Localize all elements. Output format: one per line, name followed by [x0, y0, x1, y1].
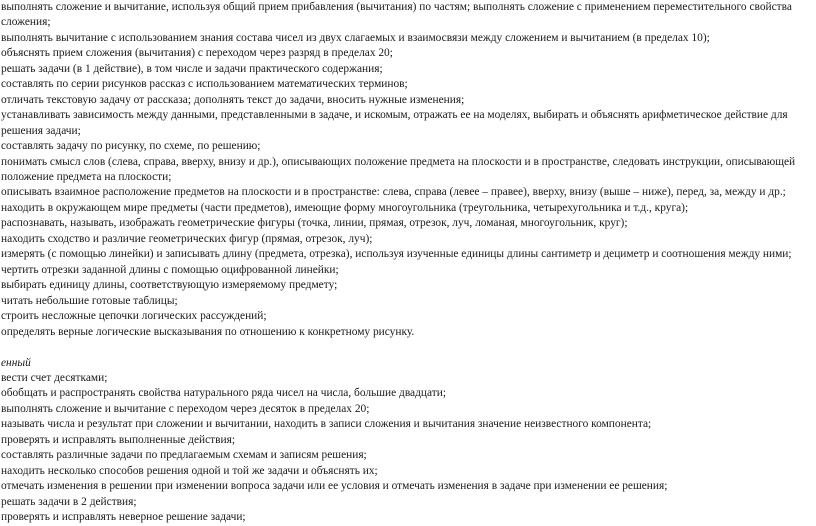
list-item: описывать взаимное расположение предметов на плоскости и в пространстве: слева, справа (левее – правее), вверху, внизу (выше – ниже), перед, за, между и др.; [1, 186, 786, 199]
list-item: понимать смысл слов (слева, справа, вверху, внизу и др.), описывающих положение предмета на плоскости и в пространстве, следовать инструкции, описывающей положение предмета на плоскости; [1, 155, 796, 183]
list-item: определять верные логические высказывания по отношению к конкретному рисунку. [1, 325, 415, 338]
list-item: читать небольшие готовые таблицы; [1, 294, 178, 307]
list-item: выполнять сложение и вычитание, используя общий прием прибавления (вычитания) по частям; выполнять сложение с применением переместительного свойства сложения; [1, 1, 792, 29]
list-item: выполнять сложение и вычитание с переходом через десяток в пределах 20; [1, 402, 370, 415]
list-item: решать задачи (в 1 действие), в том числе и задачи практического содержания; [1, 62, 383, 75]
list-item: находить несколько способов решения одной и той же задачи и объяснять их; [1, 464, 378, 477]
list-item: распознавать, называть, изображать геометрические фигуры (точка, линии, прямая, отрезок, луч, ломаная, многоугольник, круг); [1, 217, 628, 230]
document-body [1, 0, 809, 526]
paragraph-gap [1, 340, 809, 356]
list-item: выполнять вычитание с использованием знания состава чисел из двух слагаемых и взаимосвязи между сложением и вычитанием (в пределах 10); [1, 31, 710, 44]
list-item: называть числа и результат при сложении и вычитании, находить в записи сложения и вычитания значение неизвестного компонента; [1, 418, 652, 431]
section-advanced-list [1, 371, 809, 526]
list-item: проверять и исправлять неверное решение задачи; [1, 511, 246, 524]
list-item: решать задачи в 2 действия; [1, 495, 137, 508]
list-item: обобщать и распространять свойства натурального ряда чисел на числа, большие двадцати; [1, 387, 446, 400]
section-subheading: енный [1, 356, 31, 369]
section-basic-list [1, 0, 809, 340]
list-item: составлять различные задачи по предлагаемым схемам и записям решения; [1, 449, 367, 462]
list-item: находить в окружающем мире предметы (части предметов), имеющие форму многоугольника (треугольника, четырехугольника и т.д., круга); [1, 201, 689, 214]
list-item: объяснять прием сложения (вычитания) с переходом через разряд в пределах 20; [1, 47, 393, 60]
list-item: вести счет десятками; [1, 372, 108, 385]
list-item: измерять (с помощью линейки) и записывать длину (предмета, отрезка), используя изученные единицы длины сантиметр и дециметр и соотношения между ними; [1, 248, 792, 261]
list-item: составлять по серии рисунков рассказ с использованием математических терминов; [1, 78, 408, 91]
list-item: находить сходство и различие геометрических фигур (прямая, отрезок, луч); [1, 232, 373, 245]
list-item: устанавливать зависимость между данными, представленными в задаче, и искомым, отражать ее на моделях, выбирать и объяснять арифметическое действие для решения задачи; [1, 109, 788, 137]
list-item: отличать текстовую задачу от рассказа; дополнять текст до задачи, вносить нужные изменения; [1, 93, 465, 106]
list-item: отмечать изменения в решении при изменении вопроса задачи или ее условия и отмечать изменения в задаче при изменении ее решения; [1, 480, 668, 493]
list-item: чертить отрезки заданной длины с помощью оцифрованной линейки; [1, 263, 339, 276]
list-item: проверять и исправлять выполненные действия; [1, 433, 236, 446]
list-item: выбирать единицу длины, соответствующую измеряемому предмету; [1, 279, 338, 292]
list-item: составлять задачу по рисунку, по схеме, по решению; [1, 140, 261, 153]
list-item: строить несложные цепочки логических рассуждений; [1, 310, 267, 323]
